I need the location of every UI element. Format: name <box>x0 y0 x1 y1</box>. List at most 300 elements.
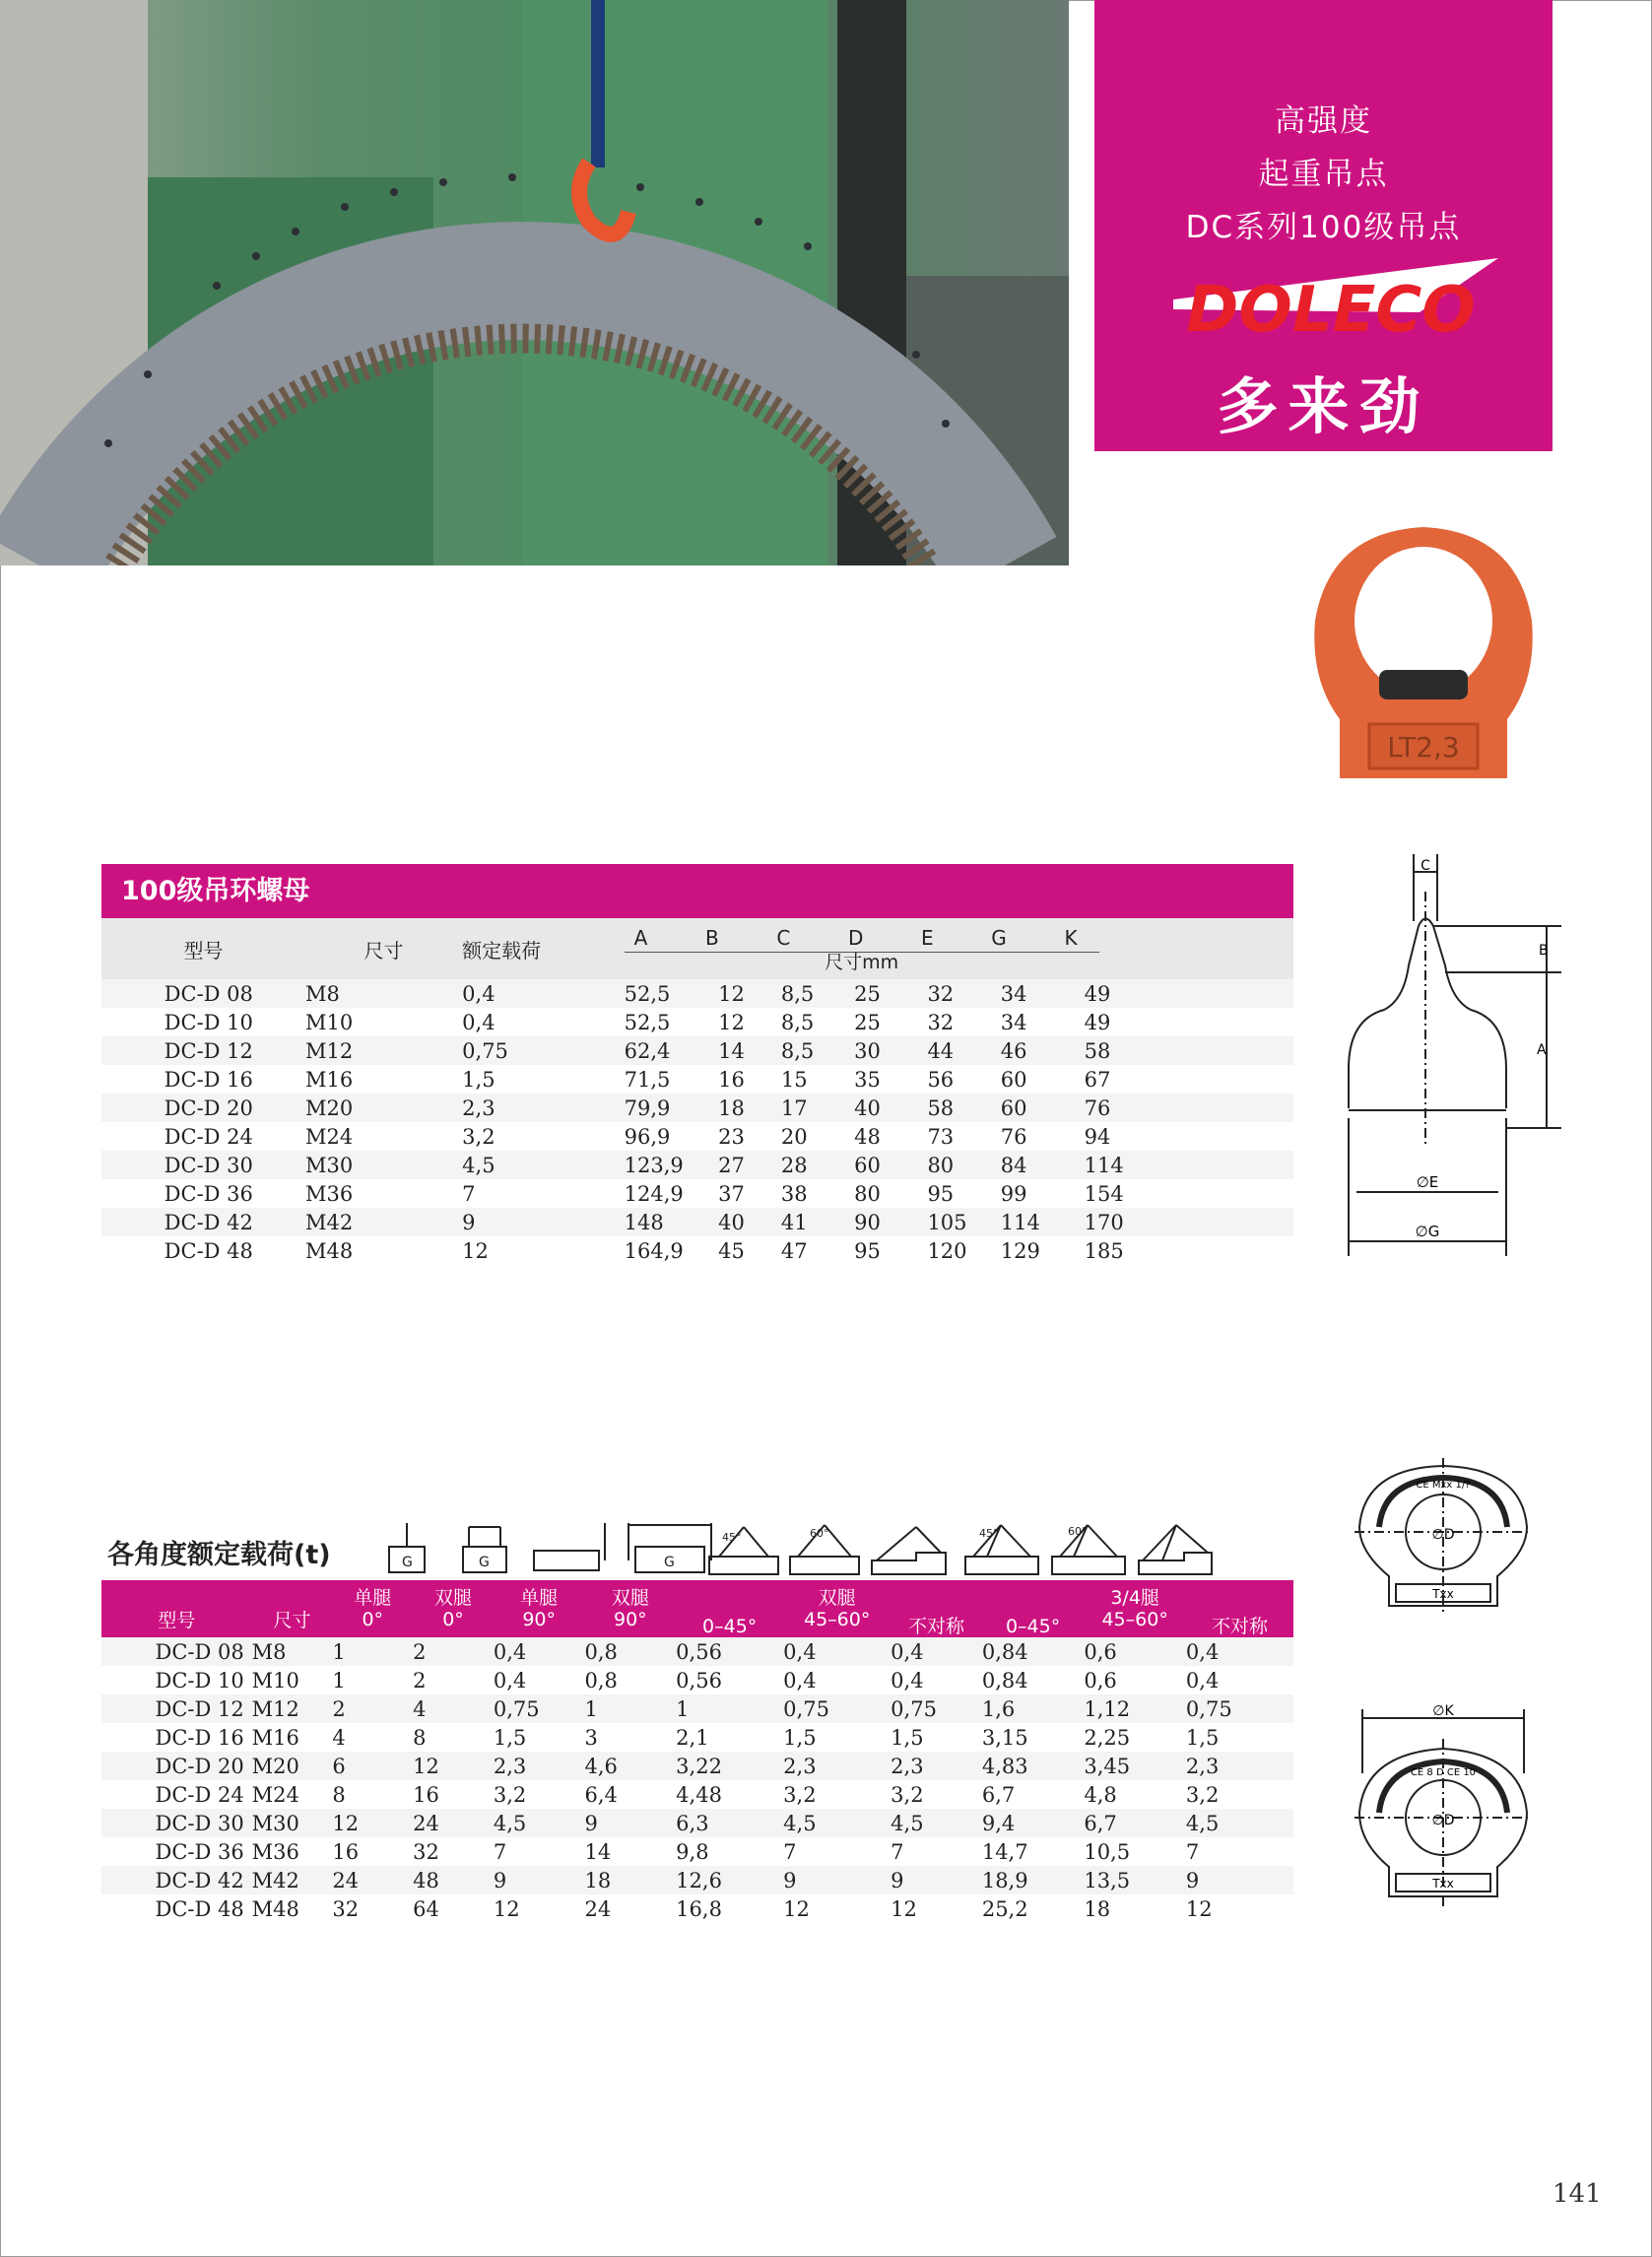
header-dim-a: A <box>633 925 648 950</box>
table-cell: 2 <box>413 1668 427 1693</box>
table-cell: DC-D 24 <box>155 1782 244 1807</box>
table1-header-row <box>101 918 1293 979</box>
header-size: 尺寸 <box>305 918 462 979</box>
table-cell: 49 <box>1084 1010 1111 1034</box>
table-cell: 18 <box>585 1866 677 1894</box>
table-cell: 44 <box>927 1036 1000 1065</box>
table-cell: 18 <box>1084 1896 1111 1921</box>
table-cell: M48 <box>304 1238 354 1263</box>
table-cell: DC-D 08 <box>156 1637 252 1666</box>
table-cell: M36 <box>251 1839 299 1864</box>
t2-header-d-0-45: 0–45° <box>676 1580 783 1637</box>
table-cell: 94 <box>1084 1124 1111 1149</box>
table-cell: 4,5 <box>783 1809 891 1837</box>
table-cell: 2,3 <box>494 1752 585 1780</box>
icon-double-leg-0 <box>463 1527 506 1572</box>
table-cell: DC-D 10 <box>155 1668 244 1693</box>
table-cell: 2,3 <box>462 1094 625 1122</box>
table-cell: 0,8 <box>584 1668 618 1693</box>
eye-nut-product-photo <box>1300 512 1547 808</box>
table-row <box>101 1666 1293 1694</box>
table-cell: M10 <box>251 1668 299 1693</box>
table-cell: 4,8 <box>1084 1782 1117 1807</box>
table-cell: 48 <box>413 1866 494 1894</box>
header-dimensions <box>625 918 1168 979</box>
table-cell: 0,4 <box>462 979 625 1008</box>
table-cell: DC-D 36 <box>164 1181 253 1206</box>
label-mark-1: CE Mxx 1/? <box>1416 1480 1471 1491</box>
table-cell: 7 <box>783 1839 797 1864</box>
label-c: C <box>1421 858 1430 874</box>
eye-nut-top-drawing-1 <box>1355 1458 1552 1626</box>
table-cell: 7 <box>493 1839 507 1864</box>
label-a: A <box>1537 1042 1547 1058</box>
table-cell: 8 <box>413 1725 427 1750</box>
table-cell: DC-D 36 <box>155 1839 244 1864</box>
t2-header-d-45-60: 双腿 45–60° <box>783 1580 891 1637</box>
table-cell: 60 <box>1000 1067 1027 1092</box>
header-dim-d: D <box>847 925 864 950</box>
table-cell: 9 <box>783 1866 891 1894</box>
header-unit: 尺寸mm <box>625 952 1099 972</box>
table-cell: DC-D 20 <box>156 1752 252 1780</box>
table-cell: 0,4 <box>783 1637 891 1666</box>
svg-text:G: G <box>479 1555 490 1570</box>
table-cell: 17 <box>781 1094 854 1122</box>
icon-single-leg-90 <box>534 1523 605 1570</box>
table-cell: 15 <box>780 1067 808 1092</box>
table-cell: DC-D 48 <box>164 1238 253 1263</box>
table-cell: 0,4 <box>493 1668 527 1693</box>
table-cell: DC-D 12 <box>156 1694 252 1723</box>
table-cell: 64 <box>413 1896 439 1921</box>
table-cell: 9 <box>891 1866 982 1894</box>
table-cell: M42 <box>252 1866 333 1894</box>
table-cell: 0,6 <box>1084 1668 1117 1693</box>
svg-text:45°: 45° <box>722 1531 742 1544</box>
table-cell: 79,9 <box>625 1094 719 1122</box>
svg-text:60°: 60° <box>1068 1525 1088 1538</box>
table-cell: 8,5 <box>780 1010 815 1034</box>
table-cell: 0,4 <box>462 1010 496 1034</box>
table-row <box>101 1894 1293 1923</box>
table-cell: 32 <box>927 979 1000 1008</box>
label-e: ∅E <box>1416 1173 1439 1191</box>
table-cell: 47 <box>780 1238 808 1263</box>
table-cell: 0,75 <box>891 1694 982 1723</box>
table-cell: 1,5 <box>493 1725 527 1750</box>
table-row <box>101 1809 1293 1837</box>
table-cell: 1,12 <box>1084 1694 1186 1723</box>
table-cell: M36 <box>304 1181 354 1206</box>
table-cell: 0,4 <box>1185 1668 1220 1693</box>
header-dim-g: G <box>991 925 1007 950</box>
t2-header-double0: 双腿 0° <box>413 1580 494 1637</box>
svg-text:G: G <box>664 1555 675 1570</box>
brand-line-2: 起重吊点 <box>1258 157 1389 192</box>
table-cell: 0,8 <box>585 1637 677 1666</box>
table-cell: 2,1 <box>676 1725 709 1750</box>
table-cell: 12 <box>462 1238 489 1263</box>
table-cell: 16,8 <box>676 1896 722 1921</box>
header-dim-e: E <box>921 925 934 950</box>
header-dim-c: C <box>776 925 791 950</box>
table-cell: 32 <box>332 1896 360 1921</box>
table-cell: 18,9 <box>982 1866 1085 1894</box>
table-cell: 80 <box>854 1181 881 1206</box>
table-cell: 3,2 <box>891 1782 924 1807</box>
icon-double-leg-90 <box>628 1523 711 1572</box>
table-cell: 6,7 <box>981 1782 1016 1807</box>
table-cell: 114 <box>1085 1151 1293 1179</box>
table-cell: 24 <box>584 1896 612 1921</box>
sling-angle-icons <box>384 1517 1251 1578</box>
table-cell: 12 <box>891 1896 917 1921</box>
table-cell: 129 <box>1000 1238 1040 1263</box>
table-cell: 3,2 <box>783 1782 817 1807</box>
table-cell: 148 <box>625 1208 719 1236</box>
table-cell: 120 <box>927 1238 967 1263</box>
table-cell: 6,3 <box>676 1809 783 1837</box>
header-dim-k: K <box>1064 925 1078 950</box>
table-cell: DC-D 12 <box>165 1036 305 1065</box>
table2-title: 各角度额定载荷(t) <box>107 1540 331 1570</box>
table-cell: 2,25 <box>1084 1725 1131 1750</box>
table-cell: DC-D 48 <box>155 1896 244 1921</box>
table-cell: 62,4 <box>625 1036 719 1065</box>
table-cell: M30 <box>252 1809 333 1837</box>
table-cell: M48 <box>251 1896 299 1921</box>
table-cell: 27 <box>718 1151 781 1179</box>
doleco-logo <box>1173 258 1498 347</box>
table-cell: 0,4 <box>1186 1637 1293 1666</box>
gear-ring-lifting-photo <box>0 0 1069 565</box>
table-row <box>101 1122 1293 1151</box>
t2-header-d-asym: 不对称 <box>891 1580 982 1637</box>
table-cell: 6 <box>332 1752 413 1780</box>
table-cell: 4,48 <box>676 1782 722 1807</box>
page-number: 141 <box>1553 2179 1602 2209</box>
table-cell: 9 <box>494 1866 585 1894</box>
table-cell: 56 <box>927 1067 955 1092</box>
table-cell: 52,5 <box>625 979 719 1008</box>
t2-header-size: 尺寸 <box>252 1580 333 1637</box>
table-cell: 4,5 <box>494 1809 585 1837</box>
table-cell: M24 <box>304 1124 354 1149</box>
table-cell: 0,84 <box>982 1637 1085 1666</box>
icon-double-asym <box>872 1527 946 1574</box>
table-cell: 9 <box>1186 1866 1293 1894</box>
eye-nut-marking: LT2,3 <box>1387 731 1460 763</box>
angle-load-table <box>101 1580 1293 1923</box>
table-cell: 2,3 <box>1186 1752 1293 1780</box>
table-row <box>101 1036 1293 1065</box>
header-model: 型号 <box>101 918 305 979</box>
table-cell: 32 <box>927 1010 955 1034</box>
table-cell: 23 <box>718 1124 745 1149</box>
table-cell: 96,9 <box>624 1124 671 1149</box>
table-cell: 95 <box>854 1238 881 1263</box>
label-g: ∅G <box>1415 1223 1440 1240</box>
label-t-1: Txx <box>1432 1587 1454 1601</box>
table-cell: 76 <box>1085 1094 1293 1122</box>
table-cell: 95 <box>927 1181 955 1206</box>
table-cell: 25,2 <box>981 1896 1028 1921</box>
table-cell: 105 <box>927 1208 1000 1236</box>
table-cell: 48 <box>854 1124 881 1149</box>
table-cell: 3,15 <box>981 1725 1028 1750</box>
header-dim-b: B <box>704 925 719 950</box>
label-d-2: ∅D <box>1431 1813 1455 1828</box>
table-cell: 3,2 <box>462 1124 496 1149</box>
table-row <box>101 1008 1293 1036</box>
table-cell: M24 <box>251 1782 299 1807</box>
table-cell: 1,5 <box>1185 1725 1220 1750</box>
table-cell: 4 <box>413 1694 494 1723</box>
icon-double-45-60 <box>790 1525 859 1574</box>
table-cell: 114 <box>1001 1208 1085 1236</box>
table-cell: M20 <box>252 1752 333 1780</box>
table-cell: 9,4 <box>982 1809 1085 1837</box>
table-cell: 1 <box>585 1694 677 1723</box>
table-cell: 7 <box>1185 1839 1200 1864</box>
table-cell: 0,4 <box>891 1637 982 1666</box>
eye-nut-side-drawing <box>1335 852 1561 1266</box>
table-cell: 2,3 <box>783 1752 891 1780</box>
table-cell: 6,7 <box>1084 1809 1186 1837</box>
table-cell: 1 <box>676 1694 783 1723</box>
table-cell: 12 <box>783 1896 810 1921</box>
table-cell: 185 <box>1084 1238 1124 1263</box>
table-cell: 12 <box>332 1809 413 1837</box>
table-cell: 0,75 <box>494 1694 585 1723</box>
table-cell: 34 <box>1000 1010 1027 1034</box>
table-cell: 16 <box>332 1839 360 1864</box>
table-cell: 40 <box>718 1208 781 1236</box>
table-cell: 1,5 <box>462 1067 496 1092</box>
table-row <box>101 1837 1293 1866</box>
table-cell: 16 <box>413 1782 439 1807</box>
brand-name-cn: 多来劲 <box>1217 370 1430 442</box>
table-cell: 24 <box>413 1809 494 1837</box>
table-cell: 1,5 <box>783 1725 817 1750</box>
table-row <box>101 1151 1293 1179</box>
t2-header-single0: 单腿 0° <box>332 1580 413 1637</box>
table-cell: 8 <box>332 1782 346 1807</box>
table-cell: 164,9 <box>624 1238 684 1263</box>
table-cell: 25 <box>854 979 927 1008</box>
table-cell: 16 <box>718 1067 745 1092</box>
table-cell: 25 <box>854 1010 881 1034</box>
table-cell: 1,6 <box>982 1694 1085 1723</box>
table-cell: DC-D 16 <box>155 1725 244 1750</box>
table-cell: 12 <box>413 1752 494 1780</box>
table-cell: 32 <box>413 1839 439 1864</box>
table-cell: 0,75 <box>783 1694 891 1723</box>
table-cell: M30 <box>305 1151 462 1179</box>
table-cell: DC-D 30 <box>156 1809 252 1837</box>
table-cell: 4,5 <box>891 1809 982 1837</box>
table-cell: 49 <box>1085 979 1293 1008</box>
table-cell: 0,4 <box>783 1668 817 1693</box>
label-mark-2: CE 8 D CE 10 <box>1410 1767 1477 1778</box>
table-cell: 2,3 <box>891 1752 982 1780</box>
table-cell: 2 <box>332 1694 413 1723</box>
table-cell: 0,6 <box>1084 1637 1186 1666</box>
table-cell: 14 <box>718 1036 781 1065</box>
table-cell: 37 <box>718 1181 745 1206</box>
label-d-1: ∅D <box>1431 1527 1455 1543</box>
table-cell: M12 <box>252 1694 333 1723</box>
table-cell: 2 <box>413 1637 494 1666</box>
table-cell: DC-D 16 <box>164 1067 253 1092</box>
table-row <box>101 1780 1293 1809</box>
table-cell: M16 <box>251 1725 299 1750</box>
table-cell: 71,5 <box>624 1067 671 1092</box>
table-cell: 80 <box>927 1151 1000 1179</box>
t2-header-double90: 双腿 90° <box>585 1580 677 1637</box>
table-cell: 3,2 <box>493 1782 527 1807</box>
table-cell: 1 <box>332 1668 346 1693</box>
table-cell: 0,84 <box>981 1668 1028 1693</box>
table-cell: 6,4 <box>584 1782 618 1807</box>
table-row <box>101 979 1293 1008</box>
table-cell: DC-D 42 <box>156 1866 252 1894</box>
header-load: 额定载荷 <box>462 918 625 979</box>
table-row <box>101 1866 1293 1894</box>
table-cell: 12 <box>718 1010 745 1034</box>
icon-double-0-45 <box>709 1527 778 1574</box>
table-cell: 0,4 <box>494 1637 585 1666</box>
table-cell: 9 <box>585 1809 677 1837</box>
table-cell: 10,5 <box>1084 1839 1131 1864</box>
table-cell: 40 <box>854 1094 927 1122</box>
table-cell: M42 <box>305 1208 462 1236</box>
table-cell: 0,4 <box>891 1668 924 1693</box>
svg-text:60°: 60° <box>810 1527 829 1540</box>
table-cell: 20 <box>780 1124 808 1149</box>
table-row <box>101 1752 1293 1780</box>
table-cell: 0,56 <box>676 1637 783 1666</box>
table-cell: 52,5 <box>624 1010 671 1034</box>
table-cell: 4,5 <box>1186 1809 1293 1837</box>
table-cell: 1,5 <box>891 1725 924 1750</box>
table1-title: 100级吊环螺母 <box>101 864 1293 918</box>
table-cell: 67 <box>1084 1067 1111 1092</box>
table-cell: 18 <box>718 1094 781 1122</box>
table2-header-row <box>101 1580 1293 1637</box>
table-cell: 3 <box>584 1725 598 1750</box>
brand-panel <box>1094 0 1553 451</box>
table-cell: 38 <box>780 1181 808 1206</box>
table-cell: 4,83 <box>982 1752 1085 1780</box>
table-cell: 8,5 <box>781 1036 854 1065</box>
table-cell: 154 <box>1084 1181 1124 1206</box>
table-cell: 7 <box>462 1181 476 1206</box>
t2-header-q-45-60: 3/4腿 45–60° <box>1084 1580 1186 1637</box>
label-b: B <box>1539 943 1549 959</box>
table-cell: DC-D 10 <box>164 1010 253 1034</box>
table-cell: 3,45 <box>1084 1752 1186 1780</box>
table-cell: 45 <box>718 1238 745 1263</box>
table-cell: 24 <box>332 1866 413 1894</box>
table-cell: 9,8 <box>676 1839 709 1864</box>
logo-text: DOLECO <box>1186 274 1476 347</box>
table-cell: 46 <box>1001 1036 1085 1065</box>
table-cell: 4,5 <box>462 1151 625 1179</box>
table-cell: 7 <box>891 1839 904 1864</box>
table-row <box>101 1637 1293 1666</box>
table-cell: 12 <box>1185 1896 1213 1921</box>
t2-header-model: 型号 <box>101 1580 252 1637</box>
table-cell: 12,6 <box>676 1866 783 1894</box>
icon-single-leg-0 <box>389 1523 425 1572</box>
table-cell: 14,7 <box>981 1839 1028 1864</box>
table-cell: 1 <box>332 1637 413 1666</box>
table-cell: DC-D 24 <box>164 1124 253 1149</box>
table-cell: 124,9 <box>624 1181 684 1206</box>
table-cell: M10 <box>304 1010 354 1034</box>
table-cell: 123,9 <box>625 1151 719 1179</box>
table-cell: 0,75 <box>1186 1694 1293 1723</box>
table-cell: 58 <box>1085 1036 1293 1065</box>
table-cell: DC-D 08 <box>165 979 305 1008</box>
table-cell: 8,5 <box>781 979 854 1008</box>
table-row <box>101 1723 1293 1752</box>
t2-header-q-asym: 不对称 <box>1186 1580 1293 1637</box>
table-row <box>101 1208 1293 1236</box>
table-row <box>101 1179 1293 1208</box>
table-cell: 0,75 <box>462 1036 625 1065</box>
table-cell: 3,22 <box>676 1752 783 1780</box>
table-cell: 41 <box>781 1208 854 1236</box>
table-cell: 35 <box>854 1067 881 1092</box>
table-cell: DC-D 42 <box>165 1208 305 1236</box>
icon-quad-0-45 <box>965 1525 1038 1574</box>
brand-line-3: DC系列100级吊点 <box>1185 210 1462 245</box>
table-cell: M20 <box>305 1094 462 1122</box>
table-cell: 14 <box>584 1839 612 1864</box>
table-cell: DC-D 20 <box>165 1094 305 1122</box>
eye-nut-top-drawing-2 <box>1355 1704 1552 1911</box>
table-cell: M12 <box>305 1036 462 1065</box>
table-cell: 3,2 <box>1185 1782 1220 1807</box>
label-k: ∅K <box>1432 1704 1454 1719</box>
icon-quad-45-60 <box>1052 1525 1125 1574</box>
table-cell: 28 <box>781 1151 854 1179</box>
table-row <box>101 1065 1293 1094</box>
table-cell: 4,6 <box>585 1752 677 1780</box>
t2-header-q-0-45: 0–45° <box>982 1580 1085 1637</box>
table-cell: 12 <box>493 1896 520 1921</box>
table-row <box>101 1094 1293 1122</box>
icon-quad-asym <box>1139 1525 1212 1574</box>
table-cell: 58 <box>927 1094 1000 1122</box>
svg-text:45°: 45° <box>979 1527 999 1540</box>
label-t-2: Txx <box>1432 1877 1454 1891</box>
table-cell: 34 <box>1001 979 1085 1008</box>
table-cell: 90 <box>854 1208 927 1236</box>
table-cell: 4 <box>332 1725 346 1750</box>
brand-line-1: 高强度 <box>1275 103 1372 139</box>
table-cell: 76 <box>1000 1124 1027 1149</box>
svg-text:G: G <box>402 1555 413 1570</box>
dimension-table <box>101 918 1293 1265</box>
table-cell: 60 <box>1001 1094 1085 1122</box>
table-cell: 0,56 <box>676 1668 722 1693</box>
table-cell: 60 <box>854 1151 927 1179</box>
table-cell: 170 <box>1085 1208 1293 1236</box>
